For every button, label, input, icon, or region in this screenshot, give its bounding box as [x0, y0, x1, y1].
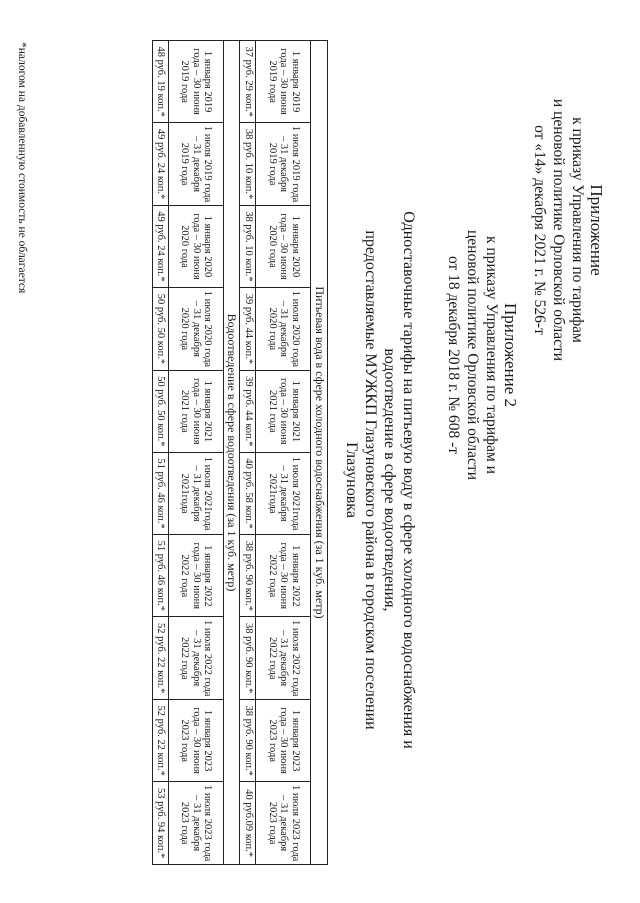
price-cell: 39 руб. 44 коп.* — [240, 370, 256, 452]
price-cell: 53 руб. 94 коп.* — [153, 782, 169, 865]
tariff-table — [152, 40, 328, 865]
price-cell: 52 руб. 22 коп.* — [153, 700, 169, 782]
period-cell: 1 июля 2023 года – 31 декабря 2023 года — [256, 782, 311, 865]
period-cell: 1 июля 2019 года – 31 декабря 2019 года — [256, 123, 311, 206]
price-cell: 49 руб. 24 коп.* — [153, 123, 169, 206]
price-cell: 39 руб. 44 коп.* — [240, 288, 256, 371]
price-cell: 38 руб. 90 коп.* — [240, 535, 256, 617]
appendix-label: Приложение — [587, 184, 606, 276]
price-cell: 38 руб. 90 коп.* — [240, 617, 256, 700]
period-cell: 1 января 2022 года – 30 июня 2022 года — [169, 535, 224, 617]
period-cell: 1 января 2023 года – 30 июня 2023 года — [169, 700, 224, 782]
sewer-period-row — [169, 41, 224, 865]
order-ref-line: и ценовой политике Орловской области — [550, 98, 567, 362]
document-title — [342, 200, 418, 760]
order-ref-line: к приказу Управления по тарифам — [569, 117, 586, 343]
title-line: предоставляемые МУЖКП Глазуновского района в городском поселении Глазуновка — [343, 230, 379, 730]
price-cell: 50 руб. 50 коп.* — [153, 288, 169, 371]
water-price-row — [240, 41, 256, 865]
period-cell: 1 июля 2022 года – 31 декабря 2022 года — [256, 617, 311, 700]
section-row-water — [311, 41, 328, 865]
period-cell: 1 января 2023 года – 30 июня 2023 года — [256, 700, 311, 782]
order-date-line: от «14» декабря 2021 г. № 526-т — [531, 125, 548, 335]
price-cell: 51 руб. 46 коп.* — [153, 535, 169, 617]
price-cell: 52 руб. 22 коп.* — [153, 617, 169, 700]
vat-footnote: *налогом на добавленную стоимость не облагается — [16, 42, 28, 294]
price-cell: 38 руб. 10 коп.* — [240, 123, 256, 206]
title-line: Одноставочные тарифы на питьевую воду в сфере холодного водоснабжения и водоотведение в сфере водоотведения, — [381, 211, 417, 749]
section-title-sewer: Водоотведение в сфере водоотведения (за 1 куб. метр) — [224, 41, 241, 865]
price-cell: 50 руб. 50 коп.* — [153, 370, 169, 452]
period-cell: 1 июля 2021года – 31 декабря 2021года — [169, 452, 224, 534]
price-cell: 51 руб. 46 коп.* — [153, 452, 169, 534]
appendix-header — [530, 20, 606, 440]
section-row-sewer — [224, 41, 241, 865]
appendix2-header — [444, 150, 520, 560]
appendix2-label: Приложение 2 — [501, 303, 520, 407]
period-cell: 1 января 2021 года – 30 июня 2021 года — [169, 370, 224, 452]
period-cell: 1 января 2022 года – 30 июня 2022 года — [256, 535, 311, 617]
period-cell: 1 июля 2019 года – 31 декабря 2019 года — [169, 123, 224, 206]
period-cell: 1 января 2019 года – 30 июня 2019 года — [169, 41, 224, 123]
sewer-price-row — [153, 41, 169, 865]
order-date-line: от 18 декабря 2018 г. № 608 -т — [445, 255, 462, 455]
period-cell: 1 января 2019 года – 30 июня 2019 года — [256, 41, 311, 123]
price-cell: 40 руб. 58 коп.* — [240, 452, 256, 534]
period-cell: 1 января 2021 года – 30 июня 2021 года — [256, 370, 311, 452]
period-cell: 1 июля 2021года – 31 декабря 2021года — [256, 452, 311, 534]
period-cell: 1 июля 2022 года – 31 декабря 2022 года — [169, 617, 224, 700]
period-cell: 1 июля 2020 года – 31 декабря 2020 года — [256, 288, 311, 371]
order-ref-line: ценовой политике Орловской области — [464, 230, 481, 480]
price-cell: 40 руб.09 коп.* — [240, 782, 256, 865]
price-cell: 49 руб. 24 коп.* — [153, 205, 169, 287]
period-cell: 1 июля 2023 года – 31 декабря 2023 года — [169, 782, 224, 865]
period-cell: 1 января 2020 года – 30 июня 2020 года — [256, 205, 311, 287]
price-cell: 38 руб. 10 коп.* — [240, 205, 256, 287]
period-cell: 1 января 2020 года – 30 июня 2020 года — [169, 205, 224, 287]
price-cell: 37 руб. 29 коп.* — [240, 41, 256, 123]
price-cell: 48 руб. 19 коп.* — [153, 41, 169, 123]
price-cell: 38 руб. 90 коп.* — [240, 700, 256, 782]
section-title-water: Питьевая вода в сфере холодного водоснабжения (за 1 куб. метр) — [311, 41, 328, 865]
period-cell: 1 июля 2020 года – 31 декабря 2020 года — [169, 288, 224, 371]
water-period-row — [256, 41, 311, 865]
order-ref-line: к приказу Управления по тарифам и — [483, 236, 500, 474]
